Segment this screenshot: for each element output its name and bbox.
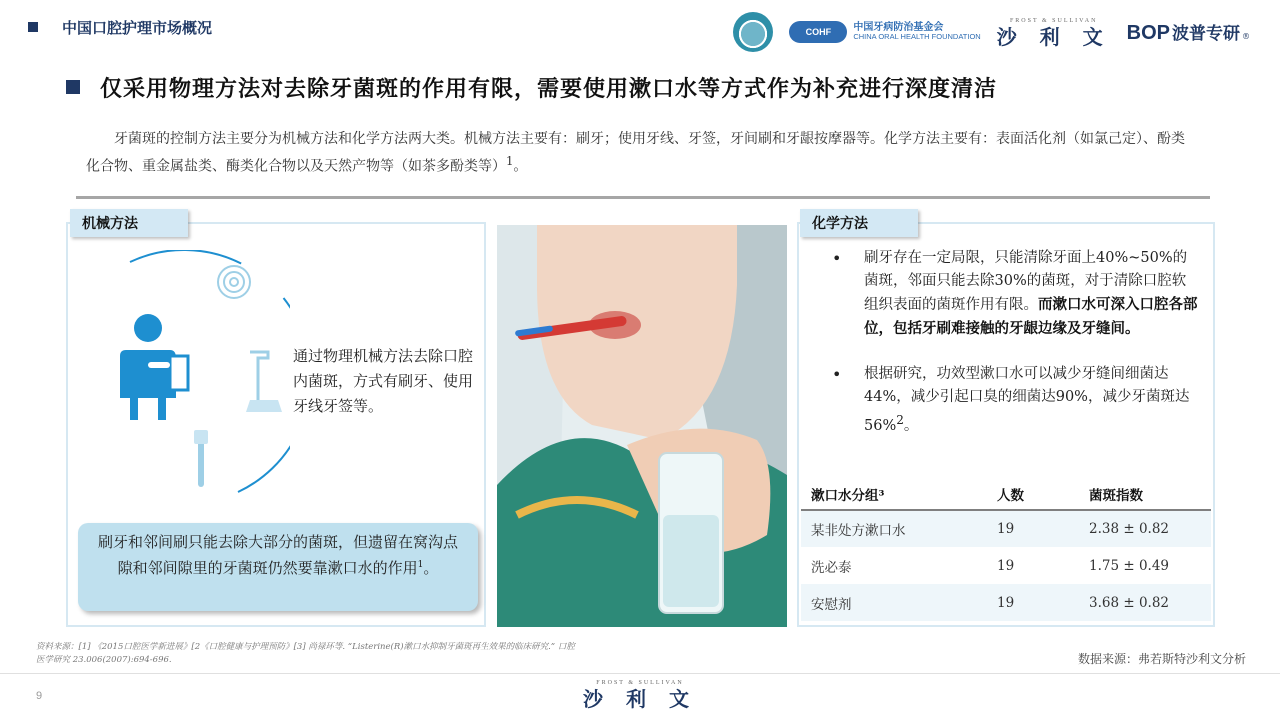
table-cell: 安慰剂 <box>801 584 987 621</box>
table-header-count: 人数 <box>987 478 1079 510</box>
mechanical-tag: 机械方法 <box>70 209 188 237</box>
bop-logo <box>1127 19 1250 45</box>
chemical-bullets <box>830 247 1200 438</box>
mechanical-note <box>78 523 478 611</box>
intro-end: 。 <box>513 158 528 175</box>
table-header-row <box>801 478 1211 510</box>
table-row <box>801 510 1211 547</box>
chemical-bullet-2 <box>830 363 1200 438</box>
footer-logo <box>572 680 708 709</box>
bullet2-text: 根据研究，功效型漱口水可以减少牙缝间细菌达44%，减少引起口臭的细菌达90%，减少牙菌斑达56% <box>864 366 1190 434</box>
page-number: 9 <box>36 690 43 702</box>
floss-icon <box>218 266 250 298</box>
chemical-tag: 化学方法 <box>800 209 918 237</box>
chemical-bullet-1 <box>830 247 1200 341</box>
table-header-group: 漱口水分组³ <box>801 478 987 510</box>
data-source-note: 数据来源：弗若斯特沙利文分析 <box>1077 652 1246 666</box>
intro-text: 牙菌斑的控制方法主要分为机械方法和化学方法两大类。机械方法主要有：刷牙；使用牙线、牙签，牙间刷和牙龈按摩器等。化学方法主要有：表面活化剂（如氯己定）、酚类化合物、重金属盐类、酶类化合物以及天然产物等（如茶多酚类等） <box>86 131 1185 175</box>
table-row <box>801 584 1211 621</box>
intro-footnote: 1 <box>506 154 514 168</box>
table-cell: 19 <box>987 510 1079 547</box>
toothbrush-icon <box>194 430 208 487</box>
water-flosser-icon <box>246 352 282 412</box>
mechanical-description: 通过物理机械方法去除口腔内菌斑，方式有刷牙、使用牙线牙签等。 <box>293 347 474 415</box>
bullet1-bold: 而漱口水可深入口腔各部位，包括牙刷难接触的牙龈边缘及牙缝间。 <box>864 296 1198 337</box>
references-note: 资料来源：[1] 《2015口腔医学新进展》[2《口腔健康与护理预防》[3] 尚禄环等. “Listerine(R)漱口水抑制牙菌斑再生效果的临床研究.” 口腔医学研究 23.006(2007):694-696. <box>36 642 575 665</box>
section-title: 中国口腔护理市场概况 <box>62 19 213 37</box>
table-row <box>801 547 1211 584</box>
table-cell: 洗必泰 <box>811 559 852 576</box>
bullet2-end: 。 <box>903 417 919 434</box>
footer-logo-small: FROST & SULLIVAN <box>596 680 684 686</box>
page-title: 仅采用物理方法对去除牙菌斑的作用有限，需要使用漱口水等方式作为补充进行深度清洁 <box>100 76 998 102</box>
person-brushing-icon <box>120 314 188 420</box>
note-text: 刷牙和邻间刷只能去除大部分的菌斑，但遗留在窝沟点隙和邻间隙里的牙菌斑仍然要靠漱口水的作用 <box>97 533 458 577</box>
intro-paragraph <box>86 128 1196 178</box>
bullet2-footnote: 2 <box>896 413 904 427</box>
table-cell: 2.38 ± 0.82 <box>1079 510 1211 547</box>
table-cell: 某非处方漱口水 <box>801 510 987 547</box>
cohf-en: CHINA ORAL HEALTH FOUNDATION <box>853 32 981 42</box>
cohf-cn: 中国牙病防治基金会 <box>853 21 944 33</box>
fs-logo-small: FROST & SULLIVAN <box>1009 17 1098 24</box>
footer-logo-big: 沙 利 文 <box>583 687 697 711</box>
note-end: 。 <box>423 559 439 577</box>
mechanical-diagram <box>110 250 290 500</box>
bop-registered-mark: ® <box>1242 32 1250 41</box>
partner-logos <box>733 12 1250 52</box>
footer-divider <box>0 673 1280 674</box>
table-header-plaque-index: 菌斑指数 <box>1079 478 1211 510</box>
mouthwash-table <box>801 478 1211 621</box>
header-bullet <box>28 22 38 32</box>
frost-sullivan-logo <box>997 18 1111 47</box>
table-cell: 1.75 ± 0.49 <box>1089 557 1170 574</box>
note-footnote: 1 <box>417 560 424 570</box>
fs-logo-big: 沙 利 文 <box>996 24 1111 49</box>
brushing-illustration <box>497 225 787 627</box>
table-cell: 19 <box>997 557 1015 574</box>
association-logo-icon <box>733 12 773 52</box>
cohf-oval: COHF <box>789 21 847 43</box>
table-cell: 19 <box>987 584 1079 621</box>
title-bullet <box>66 80 80 94</box>
section-divider <box>76 196 1210 199</box>
bullet1-plain: 刷牙存在一定局限，只能清除牙面上40%~50%的菌斑，邻面只能去除30%的菌斑，对于清除口腔软组织表面的菌斑作用有限。 <box>864 250 1188 313</box>
bop-logo-en: BOP <box>1126 22 1170 44</box>
bop-logo-cn: 波普专研 <box>1172 24 1240 44</box>
cohf-logo <box>789 21 980 43</box>
table-cell: 3.68 ± 0.82 <box>1079 584 1211 621</box>
